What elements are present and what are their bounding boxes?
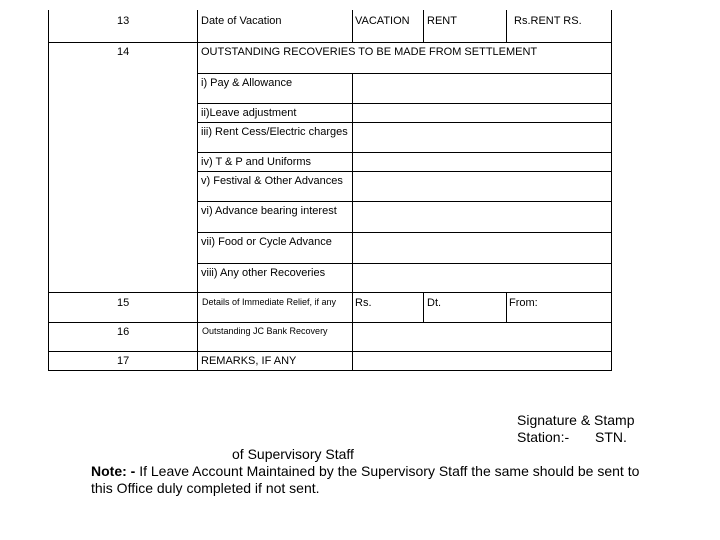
row-divider: [197, 103, 612, 104]
recovery-item: vi) Advance bearing interest: [201, 205, 337, 217]
column-divider: [352, 73, 353, 370]
row-divider: [48, 322, 612, 323]
rent-cell: RENT: [427, 15, 457, 27]
rent-amount-cell: Rs.RENT RS.: [514, 15, 582, 27]
row-number: 17: [117, 355, 130, 367]
row-divider: [48, 42, 612, 43]
row-divider: [197, 73, 612, 74]
row-description: Date of Vacation: [201, 15, 282, 27]
column-divider: [423, 292, 424, 322]
row-divider: [197, 122, 612, 123]
table-border-left: [48, 10, 49, 370]
relief-amount-cell: Rs.: [355, 297, 372, 309]
row-description: REMARKS, IF ANY: [201, 355, 297, 367]
column-divider: [506, 10, 507, 42]
supervisory-staff-label: of Supervisory Staff: [232, 446, 354, 462]
row-description: Outstanding JC Bank Recovery: [202, 326, 328, 336]
recovery-item: vii) Food or Cycle Advance: [201, 236, 332, 248]
note-text: If Leave Account Maintained by the Supervisory Staff the same should be sent to this Office duly completed if not sent.: [91, 463, 640, 496]
row-description: OUTSTANDING RECOVERIES TO BE MADE FROM SETTLEMENT: [201, 46, 538, 58]
row-divider: [197, 171, 612, 172]
column-divider: [352, 10, 353, 42]
column-divider: [506, 292, 507, 322]
row-divider: [48, 351, 612, 352]
row-number: 13: [117, 15, 130, 27]
stn-label: STN.: [595, 429, 627, 445]
recovery-item: i) Pay & Allowance: [201, 77, 293, 89]
recovery-item: iii) Rent Cess/Electric charges: [201, 126, 348, 138]
note-label: Note: -: [91, 463, 136, 479]
row-number: 15: [117, 297, 130, 309]
row-description: Details of Immediate Relief, if any: [202, 297, 337, 307]
row-number: 14: [117, 46, 130, 58]
signature-label: Signature & Stamp: [517, 412, 635, 428]
row-divider: [48, 292, 612, 293]
row-divider: [197, 152, 612, 153]
relief-date-cell: Dt.: [427, 297, 442, 309]
column-divider: [197, 10, 198, 370]
recovery-item: viii) Any other Recoveries: [201, 267, 326, 279]
row-divider: [197, 201, 612, 202]
station-label: Station:-: [517, 429, 570, 445]
recovery-item: iv) T & P and Uniforms: [201, 156, 312, 168]
recovery-item: v) Festival & Other Advances: [201, 175, 343, 187]
note-paragraph: [91, 463, 651, 497]
relief-from-cell: From:: [509, 297, 538, 309]
row-number: 16: [117, 326, 130, 338]
row-divider: [197, 263, 612, 264]
vacation-cell: VACATION: [355, 15, 410, 27]
row-divider: [197, 232, 612, 233]
table-border-bottom: [48, 370, 612, 371]
recovery-item: ii)Leave adjustment: [201, 107, 297, 119]
table-border-right: [611, 10, 612, 370]
column-divider: [423, 10, 424, 42]
